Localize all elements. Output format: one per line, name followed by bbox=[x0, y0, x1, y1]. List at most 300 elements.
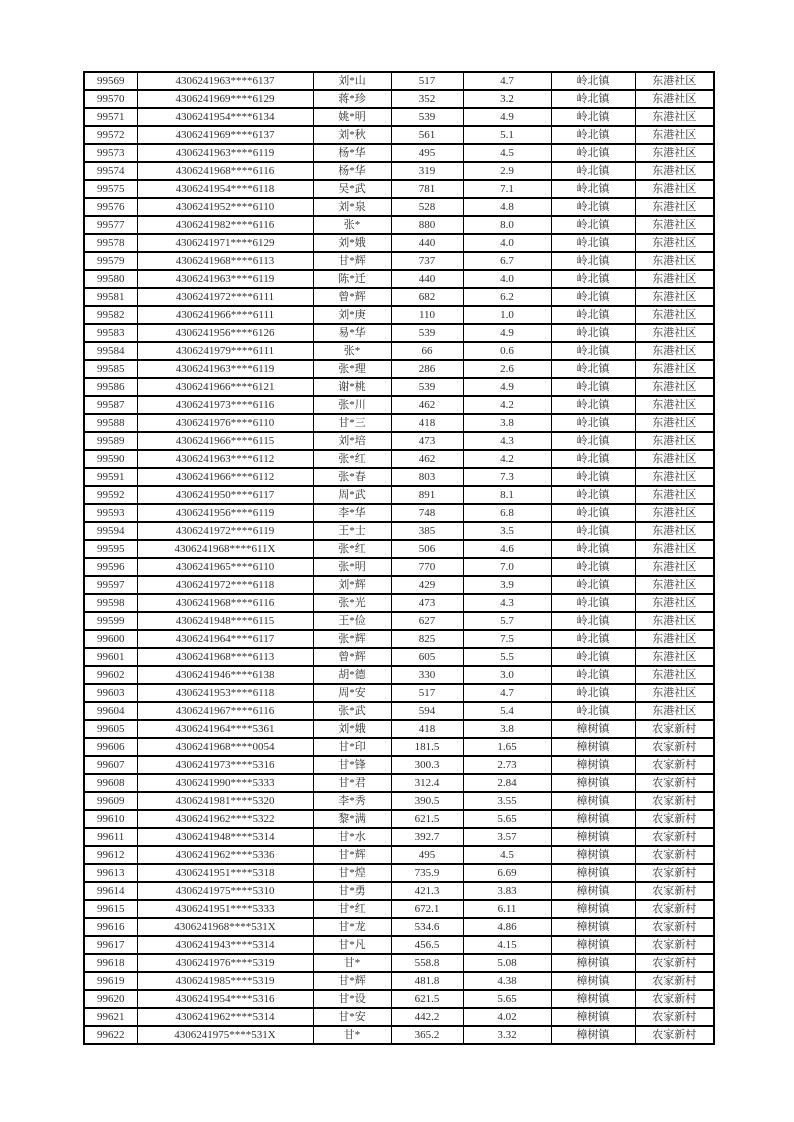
cell-rate: 5.4 bbox=[463, 702, 551, 720]
cell-amount: 473 bbox=[391, 432, 463, 450]
table-row bbox=[84, 810, 714, 828]
cell-amount: 825 bbox=[391, 630, 463, 648]
cell-community: 东港社区 bbox=[635, 198, 714, 216]
cell-town: 岭北镇 bbox=[551, 666, 635, 684]
cell-name: 张*武 bbox=[313, 702, 391, 720]
cell-name: 周*武 bbox=[313, 486, 391, 504]
cell-id-number: 4306241976****5319 bbox=[137, 954, 313, 972]
cell-id-number: 4306241975****5310 bbox=[137, 882, 313, 900]
cell-rate: 3.2 bbox=[463, 90, 551, 108]
cell-community: 农家新村 bbox=[635, 756, 714, 774]
cell-rate: 5.65 bbox=[463, 990, 551, 1008]
cell-amount: 539 bbox=[391, 108, 463, 126]
cell-serial: 99581 bbox=[84, 288, 137, 306]
cell-serial: 99619 bbox=[84, 972, 137, 990]
table-row bbox=[84, 936, 714, 954]
cell-amount: 594 bbox=[391, 702, 463, 720]
cell-name: 甘*水 bbox=[313, 828, 391, 846]
cell-town: 樟树镇 bbox=[551, 1026, 635, 1044]
cell-town: 岭北镇 bbox=[551, 180, 635, 198]
cell-town: 樟树镇 bbox=[551, 738, 635, 756]
cell-community: 东港社区 bbox=[635, 108, 714, 126]
cell-id-number: 4306241968****611X bbox=[137, 540, 313, 558]
cell-name: 甘*凡 bbox=[313, 936, 391, 954]
cell-community: 东港社区 bbox=[635, 360, 714, 378]
cell-name: 黎*满 bbox=[313, 810, 391, 828]
cell-community: 农家新村 bbox=[635, 1026, 714, 1044]
cell-serial: 99600 bbox=[84, 630, 137, 648]
cell-community: 东港社区 bbox=[635, 180, 714, 198]
cell-serial: 99590 bbox=[84, 450, 137, 468]
cell-name: 甘*设 bbox=[313, 990, 391, 1008]
cell-amount: 748 bbox=[391, 504, 463, 522]
cell-community: 农家新村 bbox=[635, 864, 714, 882]
cell-id-number: 4306241967****6116 bbox=[137, 702, 313, 720]
table-row bbox=[84, 504, 714, 522]
cell-community: 农家新村 bbox=[635, 936, 714, 954]
cell-name: 甘* bbox=[313, 954, 391, 972]
cell-amount: 440 bbox=[391, 270, 463, 288]
cell-town: 岭北镇 bbox=[551, 126, 635, 144]
cell-serial: 99609 bbox=[84, 792, 137, 810]
cell-amount: 385 bbox=[391, 522, 463, 540]
cell-community: 东港社区 bbox=[635, 90, 714, 108]
cell-id-number: 4306241948****6115 bbox=[137, 612, 313, 630]
cell-town: 岭北镇 bbox=[551, 432, 635, 450]
table-row bbox=[84, 684, 714, 702]
cell-name: 杨*华 bbox=[313, 162, 391, 180]
cell-town: 岭北镇 bbox=[551, 450, 635, 468]
cell-town: 岭北镇 bbox=[551, 288, 635, 306]
cell-amount: 561 bbox=[391, 126, 463, 144]
cell-serial: 99574 bbox=[84, 162, 137, 180]
cell-amount: 517 bbox=[391, 684, 463, 702]
cell-community: 东港社区 bbox=[635, 486, 714, 504]
cell-name: 曾*辉 bbox=[313, 288, 391, 306]
cell-id-number: 4306241956****6119 bbox=[137, 504, 313, 522]
cell-name: 甘*辉 bbox=[313, 846, 391, 864]
cell-town: 樟树镇 bbox=[551, 900, 635, 918]
cell-amount: 672.1 bbox=[391, 900, 463, 918]
cell-serial: 99573 bbox=[84, 144, 137, 162]
cell-town: 岭北镇 bbox=[551, 684, 635, 702]
cell-rate: 4.3 bbox=[463, 594, 551, 612]
cell-id-number: 4306241954****5316 bbox=[137, 990, 313, 1008]
cell-name: 甘*辉 bbox=[313, 252, 391, 270]
cell-id-number: 4306241963****6137 bbox=[137, 72, 313, 90]
table-row bbox=[84, 108, 714, 126]
cell-town: 岭北镇 bbox=[551, 504, 635, 522]
cell-serial: 99612 bbox=[84, 846, 137, 864]
cell-amount: 735.9 bbox=[391, 864, 463, 882]
table-row bbox=[84, 468, 714, 486]
cell-id-number: 4306241976****6110 bbox=[137, 414, 313, 432]
cell-serial: 99592 bbox=[84, 486, 137, 504]
cell-community: 东港社区 bbox=[635, 450, 714, 468]
cell-serial: 99622 bbox=[84, 1026, 137, 1044]
cell-rate: 4.0 bbox=[463, 270, 551, 288]
cell-town: 岭北镇 bbox=[551, 576, 635, 594]
cell-id-number: 4306241946****6138 bbox=[137, 666, 313, 684]
cell-rate: 4.8 bbox=[463, 198, 551, 216]
table-row bbox=[84, 72, 714, 90]
cell-community: 东港社区 bbox=[635, 630, 714, 648]
table-row bbox=[84, 252, 714, 270]
cell-community: 东港社区 bbox=[635, 72, 714, 90]
cell-serial: 99583 bbox=[84, 324, 137, 342]
cell-serial: 99617 bbox=[84, 936, 137, 954]
cell-name: 刘*辉 bbox=[313, 576, 391, 594]
table-row bbox=[84, 846, 714, 864]
table-row bbox=[84, 828, 714, 846]
table-row bbox=[84, 918, 714, 936]
cell-rate: 3.57 bbox=[463, 828, 551, 846]
cell-rate: 4.5 bbox=[463, 846, 551, 864]
cell-town: 岭北镇 bbox=[551, 522, 635, 540]
cell-community: 东港社区 bbox=[635, 594, 714, 612]
cell-id-number: 4306241954****6118 bbox=[137, 180, 313, 198]
table-row bbox=[84, 342, 714, 360]
cell-community: 农家新村 bbox=[635, 882, 714, 900]
cell-amount: 621.5 bbox=[391, 990, 463, 1008]
cell-rate: 3.32 bbox=[463, 1026, 551, 1044]
cell-serial: 99621 bbox=[84, 1008, 137, 1026]
cell-id-number: 4306241968****6116 bbox=[137, 162, 313, 180]
cell-rate: 4.9 bbox=[463, 108, 551, 126]
cell-rate: 3.55 bbox=[463, 792, 551, 810]
cell-amount: 300.3 bbox=[391, 756, 463, 774]
cell-town: 岭北镇 bbox=[551, 558, 635, 576]
cell-name: 张*光 bbox=[313, 594, 391, 612]
table-row bbox=[84, 486, 714, 504]
cell-id-number: 4306241966****6112 bbox=[137, 468, 313, 486]
cell-id-number: 4306241951****5333 bbox=[137, 900, 313, 918]
cell-name: 刘*庚 bbox=[313, 306, 391, 324]
cell-id-number: 4306241968****531X bbox=[137, 918, 313, 936]
cell-serial: 99603 bbox=[84, 684, 137, 702]
table-row bbox=[84, 594, 714, 612]
cell-amount: 781 bbox=[391, 180, 463, 198]
cell-community: 东港社区 bbox=[635, 414, 714, 432]
cell-id-number: 4306241981****5320 bbox=[137, 792, 313, 810]
table-row bbox=[84, 144, 714, 162]
cell-rate: 3.5 bbox=[463, 522, 551, 540]
table-row bbox=[84, 702, 714, 720]
cell-name: 刘*娥 bbox=[313, 720, 391, 738]
cell-community: 农家新村 bbox=[635, 846, 714, 864]
cell-rate: 4.7 bbox=[463, 684, 551, 702]
cell-town: 岭北镇 bbox=[551, 324, 635, 342]
cell-serial: 99584 bbox=[84, 342, 137, 360]
cell-rate: 1.65 bbox=[463, 738, 551, 756]
cell-amount: 390.5 bbox=[391, 792, 463, 810]
cell-id-number: 4306241966****6121 bbox=[137, 378, 313, 396]
cell-serial: 99613 bbox=[84, 864, 137, 882]
table-row bbox=[84, 1026, 714, 1044]
cell-rate: 0.6 bbox=[463, 342, 551, 360]
table-row bbox=[84, 900, 714, 918]
cell-rate: 4.86 bbox=[463, 918, 551, 936]
cell-rate: 4.3 bbox=[463, 432, 551, 450]
cell-serial: 99591 bbox=[84, 468, 137, 486]
cell-community: 农家新村 bbox=[635, 810, 714, 828]
cell-community: 东港社区 bbox=[635, 504, 714, 522]
cell-amount: 312.4 bbox=[391, 774, 463, 792]
table-row bbox=[84, 360, 714, 378]
cell-rate: 7.5 bbox=[463, 630, 551, 648]
cell-town: 樟树镇 bbox=[551, 774, 635, 792]
cell-community: 东港社区 bbox=[635, 522, 714, 540]
cell-id-number: 4306241963****6112 bbox=[137, 450, 313, 468]
table-row bbox=[84, 630, 714, 648]
table-row bbox=[84, 666, 714, 684]
table-row bbox=[84, 792, 714, 810]
cell-serial: 99595 bbox=[84, 540, 137, 558]
cell-amount: 462 bbox=[391, 396, 463, 414]
cell-id-number: 4306241972****6119 bbox=[137, 522, 313, 540]
cell-town: 岭北镇 bbox=[551, 108, 635, 126]
cell-amount: 392.7 bbox=[391, 828, 463, 846]
cell-town: 岭北镇 bbox=[551, 630, 635, 648]
cell-id-number: 4306241972****6111 bbox=[137, 288, 313, 306]
cell-amount: 462 bbox=[391, 450, 463, 468]
cell-rate: 6.69 bbox=[463, 864, 551, 882]
cell-community: 农家新村 bbox=[635, 990, 714, 1008]
cell-amount: 473 bbox=[391, 594, 463, 612]
cell-community: 农家新村 bbox=[635, 1008, 714, 1026]
cell-community: 东港社区 bbox=[635, 324, 714, 342]
cell-rate: 5.1 bbox=[463, 126, 551, 144]
cell-rate: 4.0 bbox=[463, 234, 551, 252]
table-row bbox=[84, 1008, 714, 1026]
cell-serial: 99601 bbox=[84, 648, 137, 666]
table-row bbox=[84, 378, 714, 396]
cell-rate: 4.5 bbox=[463, 144, 551, 162]
cell-town: 岭北镇 bbox=[551, 216, 635, 234]
cell-id-number: 4306241952****6110 bbox=[137, 198, 313, 216]
cell-name: 张*红 bbox=[313, 450, 391, 468]
cell-town: 樟树镇 bbox=[551, 918, 635, 936]
table-row bbox=[84, 648, 714, 666]
cell-community: 东港社区 bbox=[635, 432, 714, 450]
cell-town: 岭北镇 bbox=[551, 234, 635, 252]
cell-amount: 558.8 bbox=[391, 954, 463, 972]
cell-rate: 7.1 bbox=[463, 180, 551, 198]
cell-rate: 4.9 bbox=[463, 378, 551, 396]
cell-rate: 7.3 bbox=[463, 468, 551, 486]
cell-name: 甘*锋 bbox=[313, 756, 391, 774]
cell-name: 刘*山 bbox=[313, 72, 391, 90]
cell-community: 农家新村 bbox=[635, 720, 714, 738]
cell-amount: 880 bbox=[391, 216, 463, 234]
cell-id-number: 4306241975****531X bbox=[137, 1026, 313, 1044]
cell-id-number: 4306241985****5319 bbox=[137, 972, 313, 990]
cell-serial: 99588 bbox=[84, 414, 137, 432]
cell-serial: 99616 bbox=[84, 918, 137, 936]
cell-serial: 99618 bbox=[84, 954, 137, 972]
cell-rate: 7.0 bbox=[463, 558, 551, 576]
cell-town: 岭北镇 bbox=[551, 378, 635, 396]
cell-name: 李*华 bbox=[313, 504, 391, 522]
cell-rate: 3.8 bbox=[463, 720, 551, 738]
cell-rate: 4.9 bbox=[463, 324, 551, 342]
cell-rate: 8.1 bbox=[463, 486, 551, 504]
cell-serial: 99582 bbox=[84, 306, 137, 324]
cell-amount: 418 bbox=[391, 414, 463, 432]
cell-town: 樟树镇 bbox=[551, 792, 635, 810]
cell-community: 农家新村 bbox=[635, 738, 714, 756]
cell-town: 岭北镇 bbox=[551, 396, 635, 414]
table-row bbox=[84, 882, 714, 900]
table-row bbox=[84, 198, 714, 216]
cell-amount: 319 bbox=[391, 162, 463, 180]
cell-name: 杨*华 bbox=[313, 144, 391, 162]
table-row bbox=[84, 288, 714, 306]
cell-rate: 3.8 bbox=[463, 414, 551, 432]
cell-serial: 99606 bbox=[84, 738, 137, 756]
cell-town: 樟树镇 bbox=[551, 954, 635, 972]
cell-rate: 5.65 bbox=[463, 810, 551, 828]
cell-serial: 99599 bbox=[84, 612, 137, 630]
cell-town: 岭北镇 bbox=[551, 468, 635, 486]
cell-id-number: 4306241962****5314 bbox=[137, 1008, 313, 1026]
cell-amount: 495 bbox=[391, 846, 463, 864]
cell-community: 东港社区 bbox=[635, 342, 714, 360]
table-row bbox=[84, 90, 714, 108]
cell-community: 农家新村 bbox=[635, 774, 714, 792]
cell-serial: 99587 bbox=[84, 396, 137, 414]
cell-serial: 99569 bbox=[84, 72, 137, 90]
cell-amount: 737 bbox=[391, 252, 463, 270]
cell-name: 张*川 bbox=[313, 396, 391, 414]
cell-community: 东港社区 bbox=[635, 612, 714, 630]
cell-id-number: 4306241971****6129 bbox=[137, 234, 313, 252]
cell-id-number: 4306241966****6115 bbox=[137, 432, 313, 450]
table-row bbox=[84, 558, 714, 576]
cell-community: 东港社区 bbox=[635, 234, 714, 252]
cell-id-number: 4306241969****6129 bbox=[137, 90, 313, 108]
cell-serial: 99586 bbox=[84, 378, 137, 396]
cell-town: 樟树镇 bbox=[551, 864, 635, 882]
records-table bbox=[83, 71, 715, 1045]
cell-rate: 3.0 bbox=[463, 666, 551, 684]
cell-serial: 99602 bbox=[84, 666, 137, 684]
cell-rate: 6.2 bbox=[463, 288, 551, 306]
cell-name: 蒋*珍 bbox=[313, 90, 391, 108]
cell-town: 岭北镇 bbox=[551, 198, 635, 216]
cell-id-number: 4306241963****6119 bbox=[137, 144, 313, 162]
cell-serial: 99614 bbox=[84, 882, 137, 900]
cell-id-number: 4306241962****5322 bbox=[137, 810, 313, 828]
table-row bbox=[84, 576, 714, 594]
cell-rate: 4.2 bbox=[463, 450, 551, 468]
cell-community: 农家新村 bbox=[635, 792, 714, 810]
cell-id-number: 4306241968****6116 bbox=[137, 594, 313, 612]
cell-serial: 99589 bbox=[84, 432, 137, 450]
cell-amount: 181.5 bbox=[391, 738, 463, 756]
cell-amount: 891 bbox=[391, 486, 463, 504]
cell-name: 刘*泉 bbox=[313, 198, 391, 216]
cell-name: 吴*武 bbox=[313, 180, 391, 198]
cell-town: 岭北镇 bbox=[551, 72, 635, 90]
table-row bbox=[84, 864, 714, 882]
cell-id-number: 4306241973****5316 bbox=[137, 756, 313, 774]
cell-id-number: 4306241968****0054 bbox=[137, 738, 313, 756]
cell-serial: 99577 bbox=[84, 216, 137, 234]
cell-name: 李*秀 bbox=[313, 792, 391, 810]
table-row bbox=[84, 522, 714, 540]
cell-name: 姚*明 bbox=[313, 108, 391, 126]
cell-id-number: 4306241948****5314 bbox=[137, 828, 313, 846]
cell-rate: 2.73 bbox=[463, 756, 551, 774]
cell-amount: 456.5 bbox=[391, 936, 463, 954]
cell-serial: 99594 bbox=[84, 522, 137, 540]
cell-rate: 4.6 bbox=[463, 540, 551, 558]
cell-town: 樟树镇 bbox=[551, 1008, 635, 1026]
cell-name: 胡*德 bbox=[313, 666, 391, 684]
cell-serial: 99575 bbox=[84, 180, 137, 198]
cell-rate: 8.0 bbox=[463, 216, 551, 234]
cell-community: 东港社区 bbox=[635, 702, 714, 720]
cell-serial: 99598 bbox=[84, 594, 137, 612]
table-row bbox=[84, 612, 714, 630]
table-row bbox=[84, 306, 714, 324]
cell-community: 东港社区 bbox=[635, 144, 714, 162]
cell-serial: 99596 bbox=[84, 558, 137, 576]
cell-rate: 3.9 bbox=[463, 576, 551, 594]
cell-name: 甘*红 bbox=[313, 900, 391, 918]
cell-serial: 99608 bbox=[84, 774, 137, 792]
cell-amount: 539 bbox=[391, 378, 463, 396]
cell-name: 甘*君 bbox=[313, 774, 391, 792]
cell-amount: 442.2 bbox=[391, 1008, 463, 1026]
cell-name: 甘*三 bbox=[313, 414, 391, 432]
cell-id-number: 4306241963****6119 bbox=[137, 270, 313, 288]
cell-id-number: 4306241964****6117 bbox=[137, 630, 313, 648]
cell-amount: 330 bbox=[391, 666, 463, 684]
cell-name: 刘*秋 bbox=[313, 126, 391, 144]
cell-id-number: 4306241965****6110 bbox=[137, 558, 313, 576]
table-row bbox=[84, 414, 714, 432]
cell-amount: 517 bbox=[391, 72, 463, 90]
cell-name: 张*理 bbox=[313, 360, 391, 378]
cell-name: 甘*煌 bbox=[313, 864, 391, 882]
cell-rate: 5.5 bbox=[463, 648, 551, 666]
cell-town: 樟树镇 bbox=[551, 828, 635, 846]
cell-town: 岭北镇 bbox=[551, 144, 635, 162]
cell-id-number: 4306241956****6126 bbox=[137, 324, 313, 342]
cell-town: 岭北镇 bbox=[551, 594, 635, 612]
cell-amount: 770 bbox=[391, 558, 463, 576]
cell-amount: 418 bbox=[391, 720, 463, 738]
cell-name: 谢*桃 bbox=[313, 378, 391, 396]
cell-name: 甘*龙 bbox=[313, 918, 391, 936]
table-row bbox=[84, 990, 714, 1008]
cell-community: 农家新村 bbox=[635, 900, 714, 918]
cell-town: 樟树镇 bbox=[551, 936, 635, 954]
cell-serial: 99579 bbox=[84, 252, 137, 270]
table-row bbox=[84, 774, 714, 792]
cell-name: 张*辉 bbox=[313, 630, 391, 648]
table-row bbox=[84, 972, 714, 990]
cell-amount: 495 bbox=[391, 144, 463, 162]
cell-rate: 4.2 bbox=[463, 396, 551, 414]
cell-town: 岭北镇 bbox=[551, 252, 635, 270]
cell-town: 岭北镇 bbox=[551, 612, 635, 630]
cell-name: 张* bbox=[313, 342, 391, 360]
cell-town: 岭北镇 bbox=[551, 486, 635, 504]
cell-town: 岭北镇 bbox=[551, 540, 635, 558]
